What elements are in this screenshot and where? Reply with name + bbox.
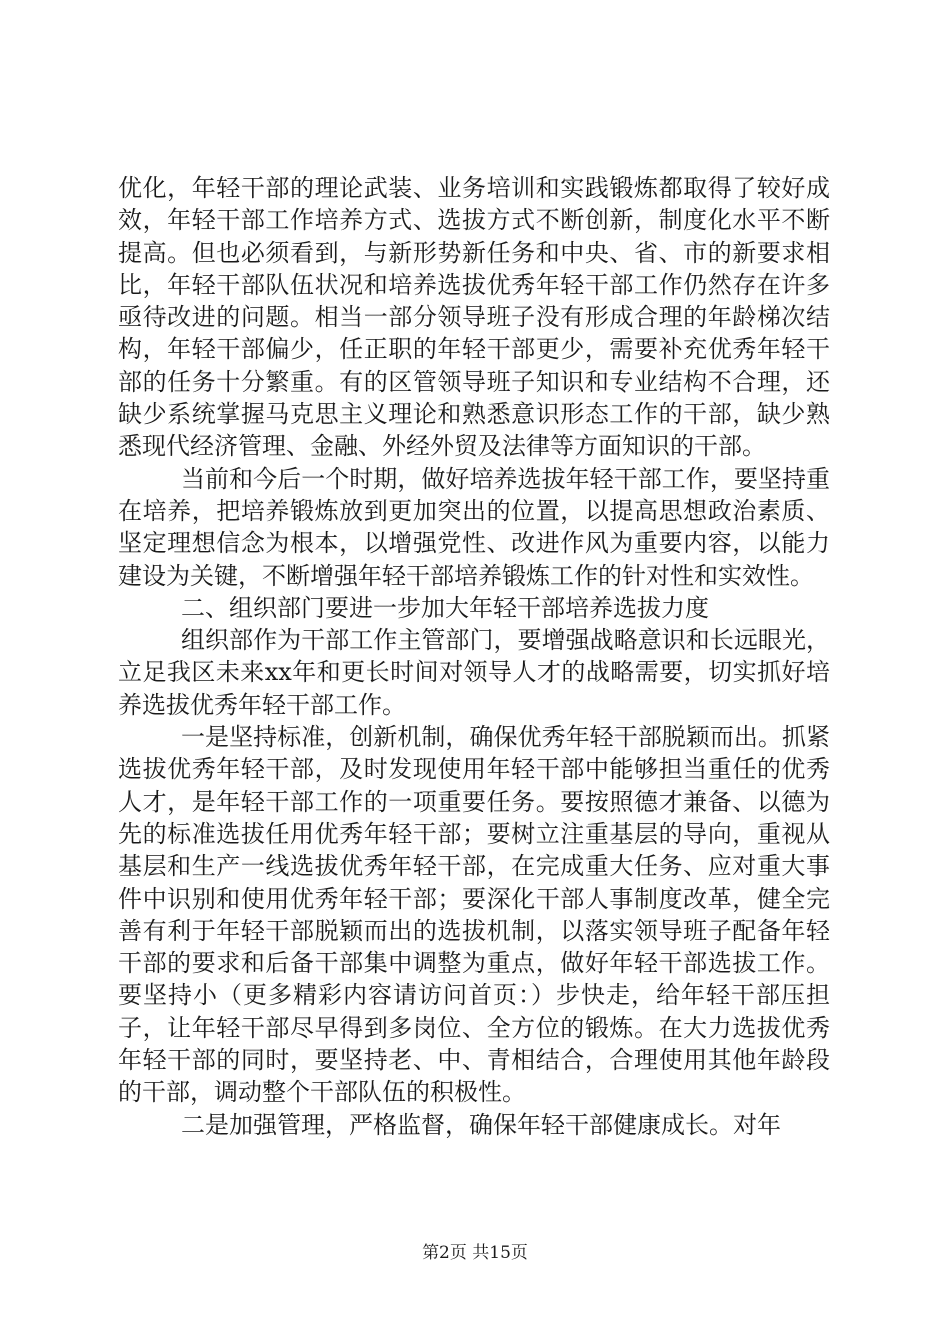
document-body	[118, 172, 830, 1141]
paragraph-3: 组织部作为干部工作主管部门，要增强战略意识和长远眼光，立足我区未来xx年和更长时间对领导人才的战略需要，切实抓好培养选拔优秀年轻干部工作。	[118, 626, 830, 719]
paragraph-4: 一是坚持标准，创新机制，确保优秀年轻干部脱颖而出。抓紧选拔优秀年轻干部，及时发现使用年轻干部中能够担当重任的优秀人才，是年轻干部工作的一项重要任务。要按照德才兼备、以德为先的标准选拔任用优秀年轻干部；要树立注重基层的导向，重视从基层和生产一线选拔优秀年轻干部，在完成重大任务、应对重大事件中识别和使用优秀年轻干部；要深化干部人事制度改革，健全完善有利于年轻干部脱颖而出的选拔机制，以落实领导班子配备年轻干部的要求和后备干部集中调整为重点，做好年轻干部选拔工作。要坚持小（更多精彩内容请访问首页：）步快走，给年轻干部压担子，让年轻干部尽早得到多岗位、全方位的锻炼。在大力选拔优秀年轻干部的同时，要坚持老、中、青相结合，合理使用其他年龄段的干部，调动整个干部队伍的积极性。	[118, 723, 830, 1107]
paragraph-5: 二是加强管理，严格监督，确保年轻干部健康成长。对年	[181, 1110, 781, 1139]
section-heading: 二、组织部门要进一步加大年轻干部培养选拔力度	[181, 593, 709, 622]
page-number-footer: 第2页 共15页	[422, 1243, 528, 1263]
paragraph-1: 优化，年轻干部的理论武装、业务培训和实践锻炼都取得了较好成效，年轻干部工作培养方式、选拔方式不断创新，制度化水平不断提高。但也必须看到，与新形势新任务和中央、省、市的新要求相比，年轻干部队伍状况和培养选拔优秀年轻干部工作仍然存在许多亟待改进的问题。相当一部分领导班子没有形成合理的年龄梯次结构，年轻干部偏少，任正职的年轻干部更少，需要补充优秀年轻干部的任务十分繁重。有的区管领导班子知识和专业结构不合理，还缺少系统掌握马克思主义理论和熟悉意识形态工作的干部，缺少熟悉现代经济管理、金融、外经外贸及法律等方面知识的干部。	[118, 174, 830, 461]
paragraph-2: 当前和今后一个时期，做好培养选拔年轻干部工作，要坚持重在培养，把培养锻炼放到更加突出的位置，以提高思想政治素质、坚定理想信念为根本，以增强党性、改进作风为重要内容，以能力建设为关键，不断增强年轻干部培养锻炼工作的针对性和实效性。	[118, 464, 830, 590]
